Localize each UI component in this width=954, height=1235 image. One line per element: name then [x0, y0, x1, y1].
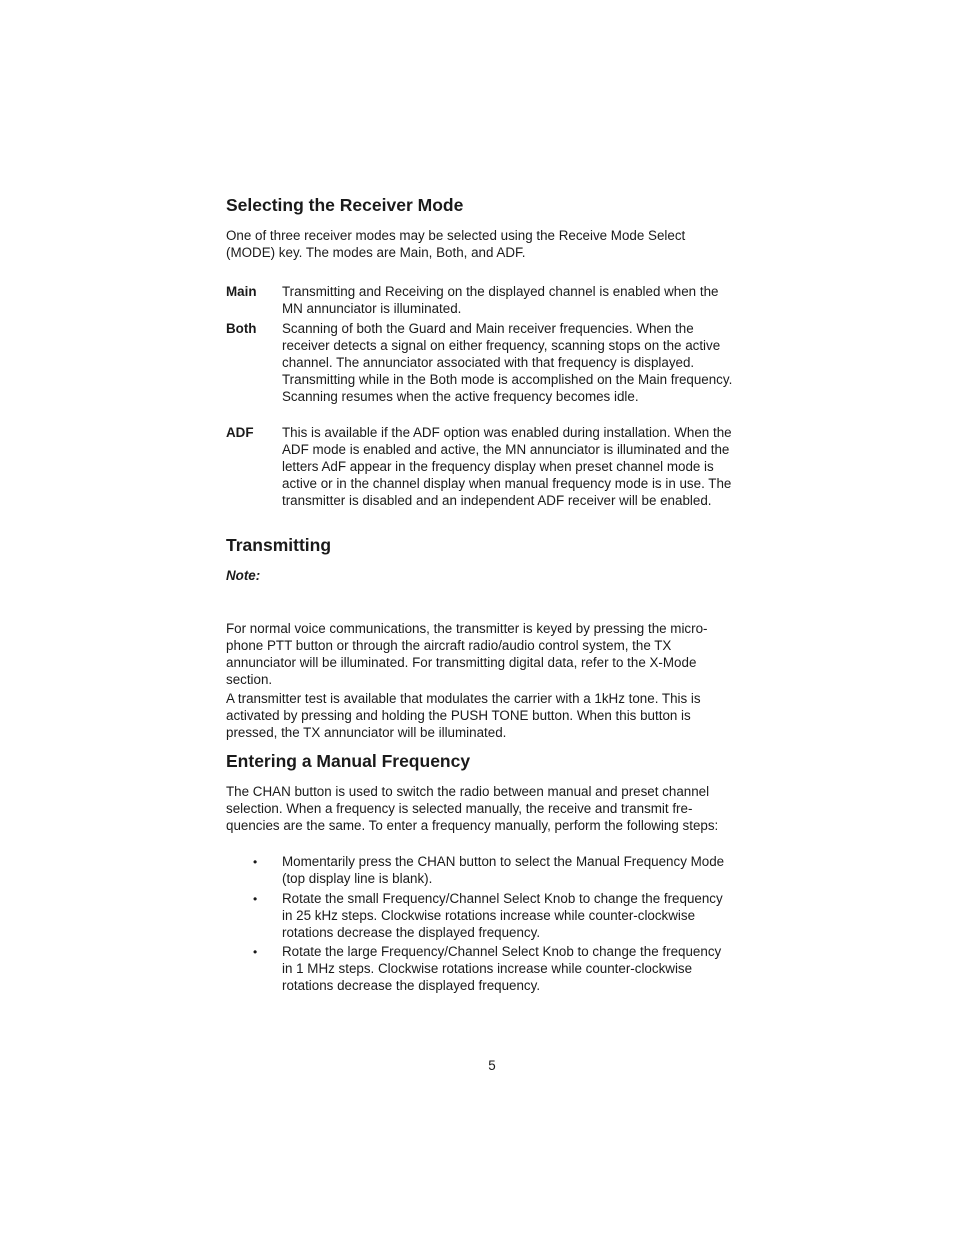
mode-term-main: Main	[226, 284, 257, 299]
bullet-marker: •	[253, 945, 258, 959]
transmitting-paragraph-voice: For normal voice communications, the transmitter is keyed by pressing the micro-phone PTT button or through the aircraft radio/audio control system, the TX annunciator will be illuminated. For transmitting digital data, refer to the X-Mode section.	[226, 621, 708, 687]
manual-frequency-step-2: Rotate the small Frequency/Channel Select Knob to change the frequency in 25 kHz steps. Clockwise rotations increase while counter-clockwise rotations decrease the displayed frequency.	[282, 891, 723, 940]
note-label: Note:	[226, 568, 261, 583]
mode-description-adf: This is available if the ADF option was enabled during installation. When the ADF mode is enabled and active, the MN annunciator is illuminated and the letters AdF appear in the frequency display when preset channel mode is active or in the channel display when manual frequency mode is in use. The transmitter is disabled and an independent ADF receiver will be enabled.	[282, 425, 732, 508]
mode-term-adf: ADF	[226, 425, 254, 440]
section-heading-manual-frequency: Entering a Manual Frequency	[226, 751, 471, 771]
manual-frequency-intro: The CHAN button is used to switch the radio between manual and preset channel selection. When a frequency is selected manually, the receive and transmit fre-quencies are the same. To enter a frequency manually, perform the following steps:	[226, 784, 719, 833]
receiver-mode-intro: One of three receiver modes may be selected using the Receive Mode Select (MODE) key. The modes are Main, Both, and ADF.	[226, 228, 686, 260]
manual-frequency-step-3: Rotate the large Frequency/Channel Select Knob to change the frequency in 1 MHz steps. Clockwise rotations increase while counter-clockwise rotations decrease the displayed frequency.	[282, 944, 722, 993]
bullet-marker: •	[253, 892, 258, 906]
section-heading-transmitting: Transmitting	[226, 535, 332, 555]
mode-term-both: Both	[226, 321, 257, 336]
mode-description-main: Transmitting and Receiving on the displayed channel is enabled when the MN annunciator is illuminated.	[282, 284, 719, 316]
manual-frequency-step-1: Momentarily press the CHAN button to select the Manual Frequency Mode (top display line is blank).	[282, 854, 725, 886]
transmitting-paragraph-test: A transmitter test is available that modulates the carrier with a 1kHz tone. This is activated by pressing and holding the PUSH TONE button. When this button is pressed, the TX annunciator will be illuminated.	[226, 691, 701, 740]
page-number: 5	[488, 1058, 496, 1073]
section-heading-receiver-mode: Selecting the Receiver Mode	[226, 195, 464, 215]
bullet-marker: •	[253, 855, 258, 869]
mode-description-both: Scanning of both the Guard and Main receiver frequencies. When the receiver detects a signal on either frequency, scanning stops on the active channel. The annunciator associated with that frequency is displayed. Transmitting while in the Both mode is accomplished on the Main frequency. Scanning resumes when the active frequency becomes idle.	[282, 321, 733, 404]
